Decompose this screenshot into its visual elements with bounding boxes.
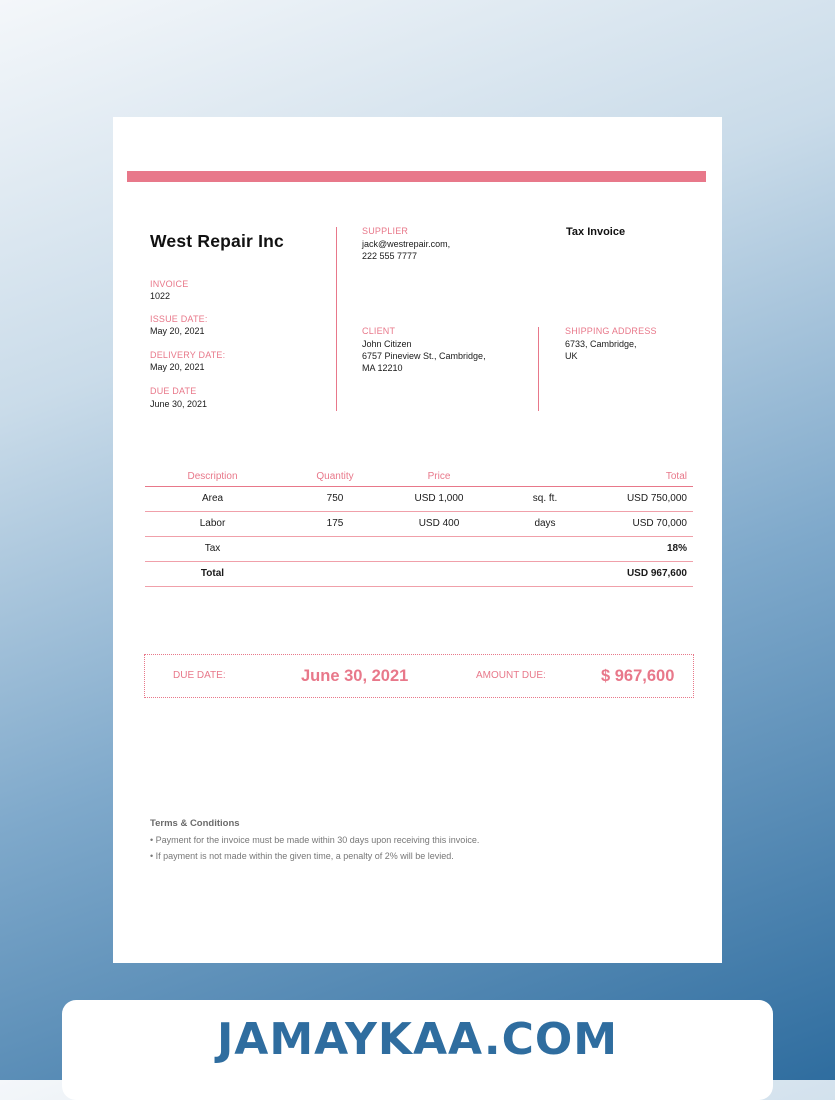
row-quantity: 175 [326,518,344,529]
table-row [145,512,693,537]
watermark-banner [62,1000,773,1100]
row-price: USD 1,000 [414,493,464,504]
client-name: John Citizen [362,339,412,349]
due-box-date-label: DUE DATE: [173,670,226,681]
supplier-email: jack@westrepair.com, [362,239,451,249]
delivery-date-label: DELIVERY DATE: [150,350,226,360]
shipping-address-line1: 6733, Cambridge, [565,339,637,349]
amount-due-label: AMOUNT DUE: [476,670,546,681]
client-address-line2: MA 12210 [362,363,403,373]
due-date-label: DUE DATE [150,386,197,396]
client-address-line1: 6757 Pineview St., Cambridge, [362,351,486,361]
column-divider [336,227,337,411]
table-row [145,562,693,587]
column-header-description: Description [187,471,238,482]
column-header-price: Price [427,471,451,482]
invoice-number-label: INVOICE [150,279,189,289]
supplier-label: SUPPLIER [362,226,409,236]
row-unit: days [534,518,556,529]
row-total: USD 967,600 [626,568,687,579]
row-description: Total [200,568,225,579]
terms-item: • Payment for the invoice must be made within 30 days upon receiving this invoice. [150,835,480,845]
due-box-date-value: June 30, 2021 [301,667,409,685]
row-quantity: 750 [326,493,344,504]
amount-due-value: $ 967,600 [601,667,675,685]
header-accent-bar [127,171,706,182]
invoice-document [113,117,722,963]
row-unit: sq. ft. [532,493,558,504]
terms-title: Terms & Conditions [150,818,240,829]
document-type-title: Tax Invoice [566,226,626,238]
row-total: USD 750,000 [626,493,687,504]
due-date: June 30, 2021 [150,399,208,409]
company-name: West Repair Inc [150,231,284,251]
issue-date: May 20, 2021 [150,326,205,336]
supplier-phone: 222 555 7777 [362,251,418,261]
delivery-date: May 20, 2021 [150,362,205,372]
shipping-address-line2: UK [565,351,578,361]
row-description: Area [201,493,224,504]
line-items-table [145,468,693,587]
column-header-quantity: Quantity [316,471,354,482]
row-price: USD 400 [418,518,460,529]
row-total: USD 70,000 [632,518,687,529]
terms-item: • If payment is not made within the given time, a penalty of 2% will be levied. [150,851,454,861]
row-total: 18% [666,543,687,554]
column-header-total: Total [665,471,687,482]
table-row [145,537,693,562]
amount-due-box [144,654,694,698]
column-divider [538,327,539,411]
issue-date-label: ISSUE DATE: [150,314,208,324]
shipping-address-label: SHIPPING ADDRESS [565,326,657,336]
row-description: Labor [199,518,226,529]
client-label: CLIENT [362,326,396,336]
row-description: Tax [204,543,221,554]
watermark-text: JAMAYKAA.COM [216,1014,619,1065]
table-header-row [145,468,693,487]
invoice-number: 1022 [150,291,171,301]
table-row [145,487,693,512]
